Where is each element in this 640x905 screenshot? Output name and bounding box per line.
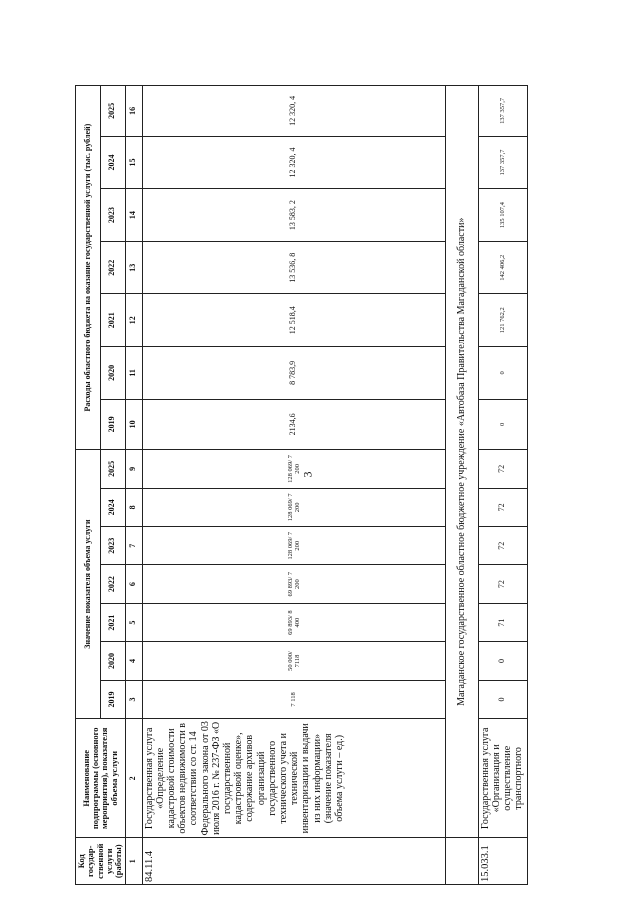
year-header: 2021 [100,603,125,641]
year-header: 2023 [100,189,125,242]
indicator-value: 0 [478,642,527,680]
indicator-value: 71 [478,603,527,641]
expense-value: 2134,6 [142,399,445,450]
column-number: 3 [125,680,142,718]
indicator-value: 72 [478,565,527,603]
service-code: 84.11.4 [142,838,445,885]
header-expense-group: Расходы областного бюджета на оказание государственной услуги (тыс. рублей) [76,86,101,450]
year-header: 2020 [100,642,125,680]
expense-value: 137 357,7 [478,136,527,189]
expense-value: 8 783,9 [142,347,445,400]
indicator-value: 69 893/ 8 400 [142,603,445,641]
expense-value: 121 762,2 [478,294,527,347]
page-number: 3 [300,471,315,478]
service-name: Государственная услуга «Организация и осуществление транспортного [478,719,527,838]
expense-value: 0 [478,347,527,400]
expense-value: 137 357,7 [478,86,527,137]
indicator-value: 50 000/ 7118 [142,642,445,680]
column-number-row [125,86,142,885]
org-heading-code-cell [445,838,478,885]
year-header: 2019 [100,680,125,718]
expense-value: 12 518,4 [142,294,445,347]
column-number: 9 [125,450,142,488]
table-row [478,86,527,885]
indicator-value: 128 069/ 7 200 [142,527,445,565]
column-number: 16 [125,86,142,137]
column-number: 1 [125,838,142,885]
year-header: 2025 [100,450,125,488]
indicator-value: 7 118 [142,680,445,718]
expense-value: 0 [478,399,527,450]
indicator-value: 72 [478,450,527,488]
budget-table-sheet [75,85,595,885]
column-number: 5 [125,603,142,641]
year-header: 2024 [100,488,125,526]
org-heading: Магаданское государственное областное бюджетное учреждение «Автобаза Правительства Магаданской области» [445,86,478,838]
column-number: 4 [125,642,142,680]
service-name: Государственная услуга «Определение кадастровой стоимости объектов недвижимости в соответствии со ст. 14 Федерального закона от 03 июля 2016 г. № 237-ФЗ «О государственной кадастровой оценке», содержание архивов организаций государственного технического учета и технической инвентаризации и выдачи из них информации» (значение показателя объема услуги – ед.) [142,719,445,838]
header-row-1 [76,86,101,885]
year-header: 2024 [100,136,125,189]
indicator-value: 128 069/ 7 200 [142,488,445,526]
year-header: 2019 [100,399,125,450]
column-number: 10 [125,399,142,450]
year-header: 2020 [100,347,125,400]
column-number: 6 [125,565,142,603]
year-header: 2023 [100,527,125,565]
column-number: 13 [125,241,142,294]
indicator-value: 72 [478,527,527,565]
expense-value: 12 320, 4 [142,136,445,189]
header-indicator-group: Значение показателя объема услуги [76,450,101,719]
service-code: 15.033.1 [478,838,527,885]
column-number: 12 [125,294,142,347]
header-name: Наименование подпрограммы (основного мероприятия), показателя объема услуги [76,719,126,838]
org-heading-row [445,86,478,885]
table-row [142,86,445,885]
expense-value: 13 536, 8 [142,241,445,294]
column-number: 7 [125,527,142,565]
column-number: 14 [125,189,142,242]
year-header: 2022 [100,565,125,603]
column-number: 15 [125,136,142,189]
indicator-value: 72 [478,488,527,526]
expense-value: 12 320, 4 [142,86,445,137]
year-header: 2022 [100,241,125,294]
year-header: 2025 [100,86,125,137]
year-header: 2021 [100,294,125,347]
indicator-value: 69 893/ 7 200 [142,565,445,603]
indicator-value: 0 [478,680,527,718]
expense-value: 135 107,4 [478,189,527,242]
indicator-value: 128 069/ 7 200 [142,450,445,488]
column-number: 11 [125,347,142,400]
column-number: 2 [125,719,142,838]
column-number: 8 [125,488,142,526]
expense-value: 13 583, 2 [142,189,445,242]
expense-value: 142 406,2 [478,241,527,294]
header-code: Код государ-ственной услуги (работы) [76,838,126,885]
budget-table [75,85,528,885]
